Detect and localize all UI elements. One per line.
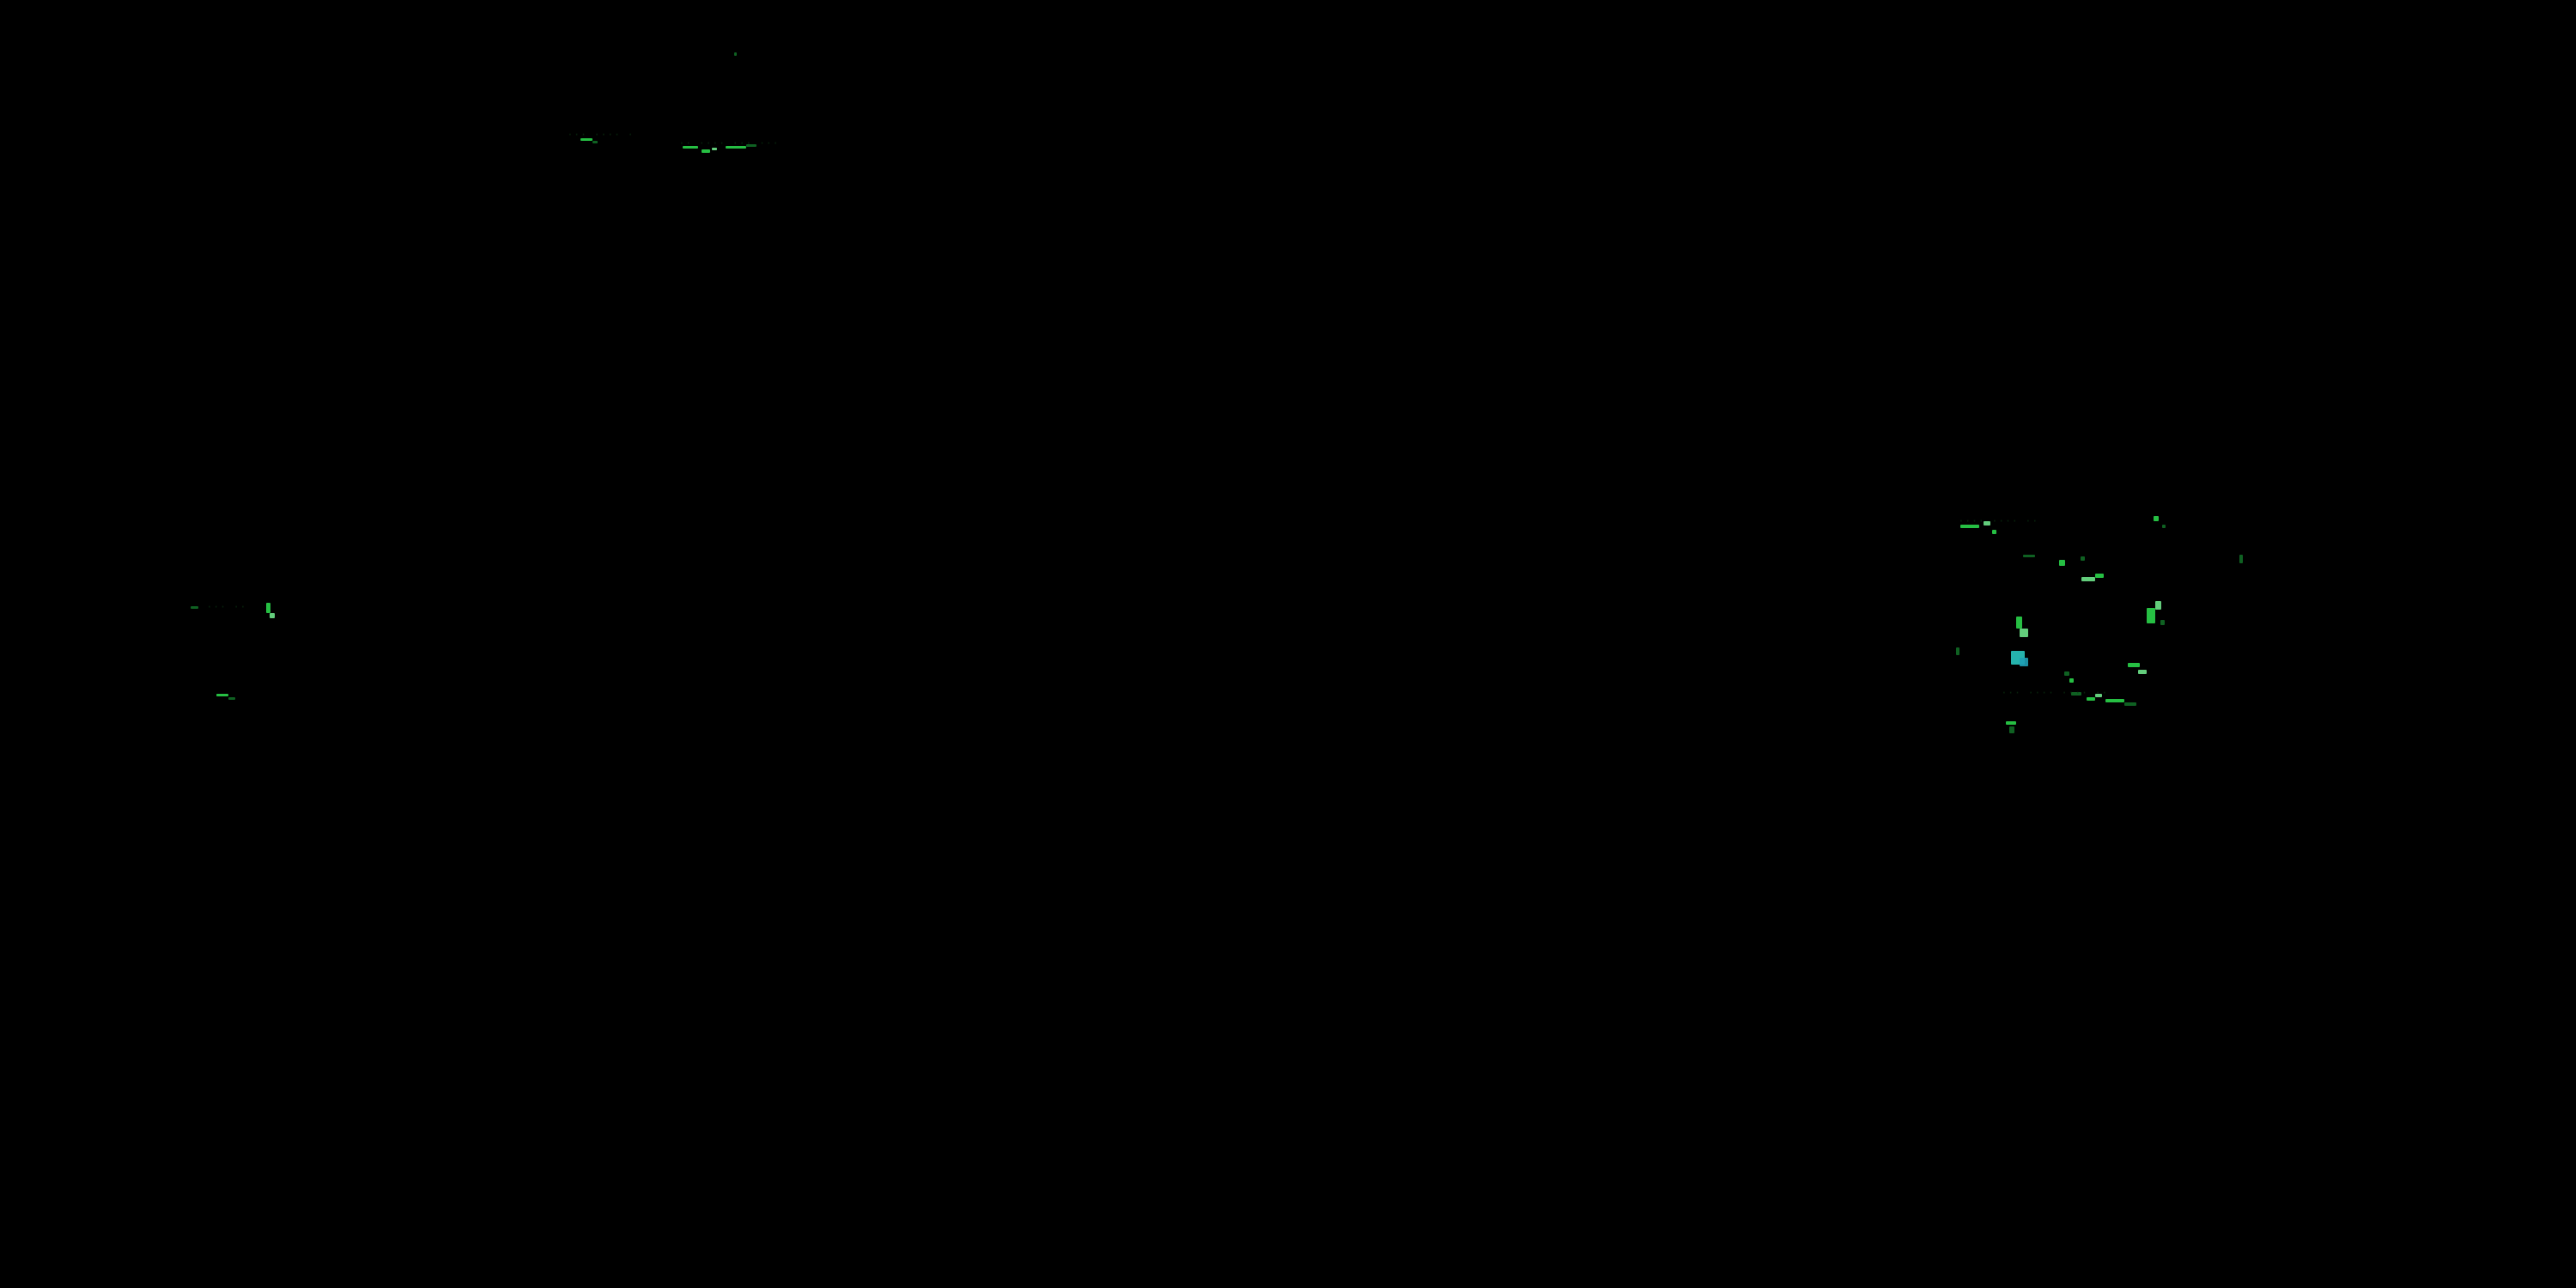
fragment-mark [2160,620,2165,625]
fragment-mark [2064,671,2069,676]
fragment-mark [191,606,198,609]
fragment-mark [2128,663,2140,667]
fragment-mark [266,603,270,613]
right-faint-line-1: ···· ···· ·· [1958,514,2038,527]
fragment-mark [1956,647,1959,655]
fragment-mark [2138,670,2147,674]
left-faint-line: ··· ·· [206,600,246,613]
top-faint-line-2: ·· ···· ··· ··· [678,137,780,149]
fragment-mark [2154,516,2159,521]
fragment-mark [270,613,275,618]
fragment-mark [2020,658,2028,666]
fragment-mark [2105,699,2124,702]
fragment-mark [2006,721,2016,725]
fragment-mark [2081,577,2095,581]
fragment-mark [1992,530,1996,534]
fragment-mark [702,149,710,153]
top-faint-line-1: ··· ···· · [567,128,635,141]
fragment-mark [592,141,598,143]
fragment-mark [2147,608,2155,623]
fragment-mark [228,697,235,700]
fragment-mark [2239,555,2243,563]
fragment-mark [2155,601,2161,610]
fragment-mark [2162,525,2166,528]
fragment-mark [2069,678,2074,683]
fragment-mark [2020,629,2028,637]
fragment-mark [2081,556,2085,561]
fragment-mark [2009,726,2014,733]
fragment-mark [2016,617,2022,629]
fragment-mark [734,52,737,56]
fragment-mark [2124,702,2136,706]
fragment-mark [2023,555,2035,557]
fragment-mark [2059,560,2065,566]
fragment-mark [216,694,228,696]
fragment-mark [2095,574,2104,578]
right-faint-line-2: ··· ···· ···· ·· [2001,686,2108,699]
